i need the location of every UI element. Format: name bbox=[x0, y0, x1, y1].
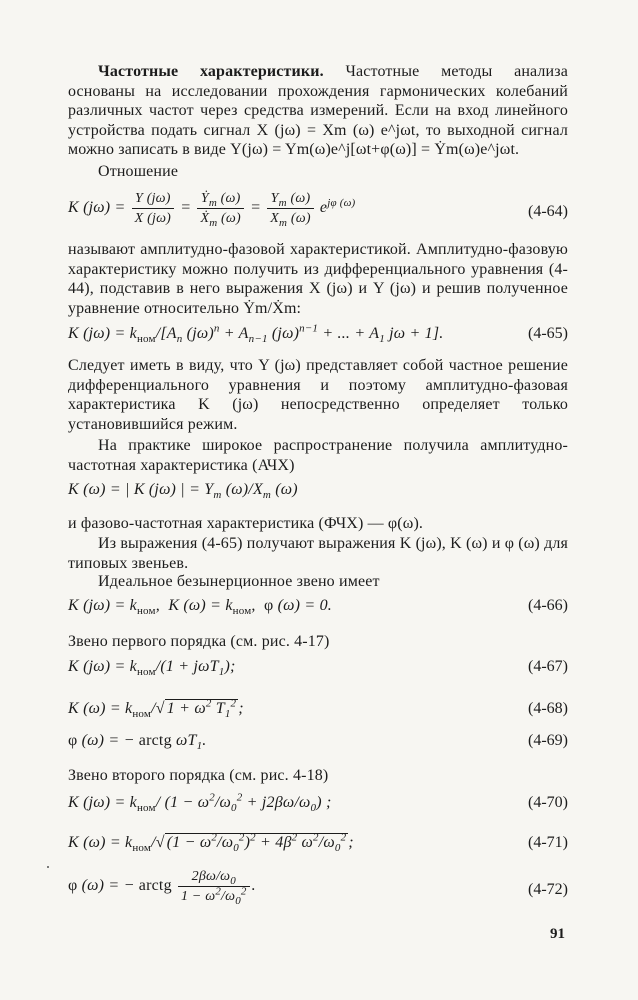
equation-number: (4-70) bbox=[528, 794, 568, 811]
equation-number: (4-68) bbox=[528, 700, 568, 717]
equation-4-66-body: K $(j\omega) = k_{ном}$, K $(\omega) = k_{ном}$, φ (ω) = 0. bbox=[68, 597, 333, 618]
section-heading: Частотные характеристики. bbox=[98, 63, 324, 80]
equation-4-67 bbox=[68, 657, 568, 697]
equation-4-71 bbox=[68, 833, 568, 873]
equation-4-68-body: K $(\omega) = k_{ном}/√$ $1 + \omega^2$ $T_1^2$ ; bbox=[68, 697, 244, 721]
equation-number: (4-66) bbox=[528, 597, 568, 614]
equation-4-72 bbox=[68, 868, 568, 908]
equation-4-69-body: φ (ω) = − arctg $\omega T_1$. bbox=[68, 732, 207, 753]
equation-4-69 bbox=[68, 731, 568, 771]
equation-number: (4-65) bbox=[528, 325, 568, 342]
equation-4-70 bbox=[68, 793, 568, 833]
paragraph-ideal: Идеальное безынерционное звено имеет bbox=[98, 573, 380, 590]
equation-4-64 bbox=[68, 190, 568, 230]
equation-4-72-body: φ (ω) = − arctg $\frac{2\beta\omega/\omega_0}{1 - \omega^2/\omega_0^2}$ . bbox=[68, 869, 256, 907]
print-speck bbox=[47, 866, 49, 868]
equation-number: (4-67) bbox=[528, 658, 568, 675]
paragraph-achh: На практике широкое распространение получила амплитудно-частотная характеристика (АЧХ) bbox=[68, 437, 568, 474]
paragraph-from-4-65: Из выражения (4-65) получают выражения K (jω), K (ω) и φ (ω) для типовых звеньев. bbox=[68, 535, 568, 572]
equation-4-71-body: K $(\omega) = k_{ном}/√$ $(1 - \omega^2/\omega_0^2)^2 + 4\beta^2$ $\omega^2/\omega_0^2$ ; bbox=[68, 831, 354, 855]
equation-4-65-body: K $(j\omega) = k_{ном}/[A_n$ $(j\omega)^n + A_{n-1}$ $(j\omega)^{n-1}$ + ... + $A_1$ jω + 1]. bbox=[68, 322, 444, 346]
equation-4-64-body: K (jω) = $\frac{Y (j\omega)}{X (j\omega)}$ = $\frac{Ẏ_m (\omega)}{Ẋ_m (\omega)}$ = $\frac{Y_m (\omega)}{X_m (\omega)}$ $e^{j\varphi (\omega)}$ bbox=[68, 191, 356, 229]
page-number: 91 bbox=[550, 926, 565, 942]
paragraph-after-4-65: Следует иметь в виду, что Y (jω) представляет собой частное решение дифференциального уравнения и поэтому амплитудно-фазовая характеристика K (jω) непосредственно определяет только установившийся режим. bbox=[68, 357, 568, 433]
equation-number: (4-64) bbox=[528, 203, 568, 220]
ratio-label: Отношение bbox=[98, 163, 179, 180]
equation-number: (4-69) bbox=[528, 732, 568, 749]
paragraph-after-4-64: называют амплитудно-фазовой характеристикой. Амплитудно-фазовую характеристику можно получить из дифференциального уравнения (4-44), подставив в него выражения X (jω) и Y (jω) и решив полученное уравнение относительно Ẏm/Ẋm: bbox=[68, 241, 568, 317]
equation-number: (4-72) bbox=[528, 881, 568, 898]
equation-achh-body: K (ω) = | K (jω) | = $Y_m$ $(\omega)/X_m$ (ω) bbox=[68, 481, 298, 502]
intro-paragraph bbox=[68, 62, 568, 160]
paragraph-first-order: Звено первого порядка (см. рис. 4-17) bbox=[68, 633, 330, 650]
equation-4-66 bbox=[68, 596, 568, 636]
equation-number: (4-71) bbox=[528, 834, 568, 851]
equation-4-70-body: K $(j\omega) = k_{ном}/$ $(1 - \omega^2/\omega_0^2 + j2\beta\omega/\omega_0)$ ; bbox=[68, 791, 332, 815]
equation-4-67-body: K $(j\omega) = k_{ном}/(1 + j\omega T_1)$; bbox=[68, 658, 236, 679]
paragraph-fchh: и фазово-частотная характеристика (ФЧХ) — φ(ω). bbox=[68, 515, 424, 532]
paragraph-second-order: Звено второго порядка (см. рис. 4-18) bbox=[68, 767, 329, 784]
intro-text: Частотные методы анализа основаны на исследовании прохождения гармонических колебаний различных частот через средства измерений. Если на вход линейного устройства подать сигнал X (jω) = Xm (ω) e^jωt, то выходной сигнал можно записать в виде Y(jω) = Ym(ω)e^j[ωt+φ(ω)] = Ẏm(ω)e^jωt. bbox=[68, 63, 568, 158]
